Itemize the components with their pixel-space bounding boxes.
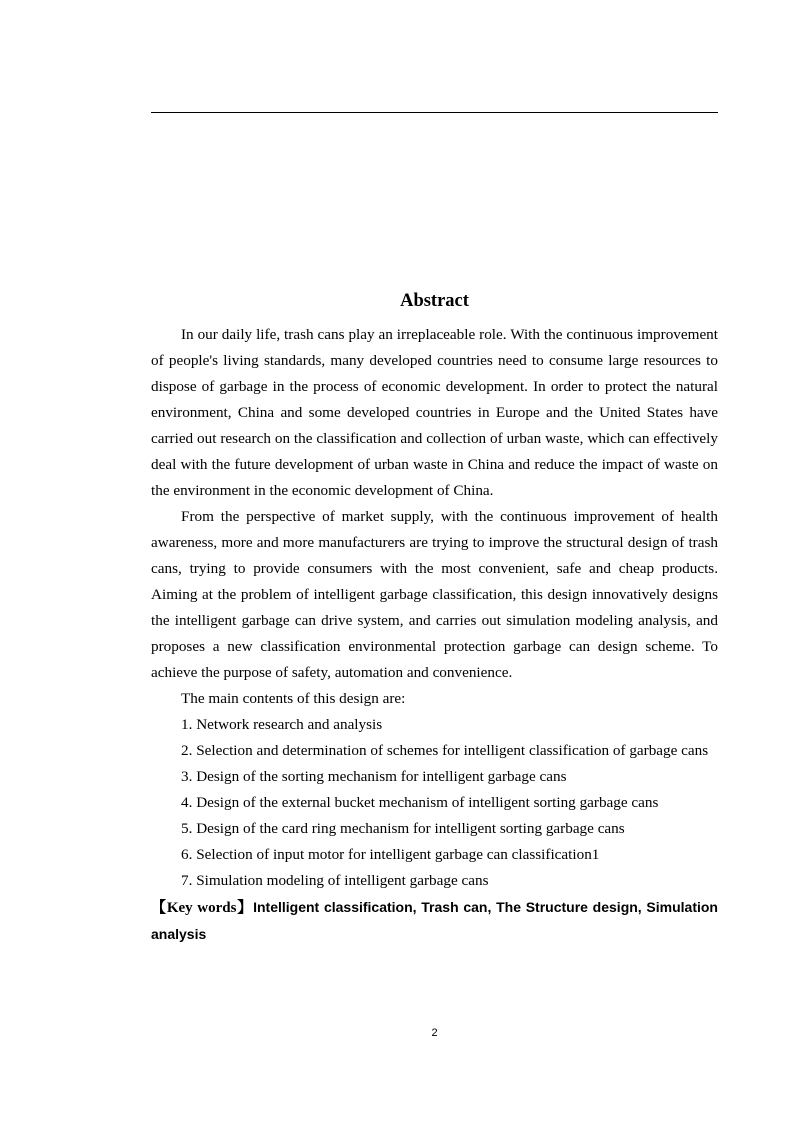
contents-item-3: 3. Design of the sorting mechanism for intelligent garbage cans [181,768,567,785]
keywords-label: 【Key words】 [151,900,254,916]
keywords-text: Intelligent classification, Trash can, The Structure design, Simulation analysis [151,899,718,942]
contents-item-1: 1. Network research and analysis [181,716,383,733]
header-rule [151,112,718,113]
contents-item-7: 7. Simulation modeling of intelligent garbage cans [181,872,489,889]
contents-item-6: 6. Selection of input motor for intelligent garbage can classification1 [181,846,600,863]
abstract-body [151,322,718,947]
contents-item-4: 4. Design of the external bucket mechanism of intelligent sorting garbage cans [181,794,659,811]
contents-item-5: 5. Design of the card ring mechanism for intelligent sorting garbage cans [181,820,625,837]
contents-item-2: 2. Selection and determination of schemes for intelligent classification of garbage cans [181,742,709,759]
keywords-line [151,894,718,947]
abstract-title: Abstract [400,291,469,311]
page-number: 2 [431,1027,438,1039]
contents-intro: The main contents of this design are: [181,690,406,707]
paragraph-2: From the perspective of market supply, with the continuous improvement of health awareness, more and more manufacturers are trying to improve the structural design of trash cans, trying to provide consumers with the most convenient, safe and cheap products. Aiming at the problem of intelligent garbage classification, this design innovatively designs the intelligent garbage can drive system, and carries out simulation modeling analysis, and proposes a new classification environmental protection garbage can design scheme. To achieve the purpose of safety, automation and convenience. [151,508,718,681]
paragraph-1: In our daily life, trash cans play an irreplaceable role. With the continuous improvement of people's living standards, many developed countries need to consume large resources to dispose of garbage in the process of economic development. In order to protect the natural environment, China and some developed countries in Europe and the United States have carried out research on the classification and collection of urban waste, which can effectively deal with the future development of urban waste in China and reduce the impact of waste on the environment in the economic development of China. [151,326,718,499]
